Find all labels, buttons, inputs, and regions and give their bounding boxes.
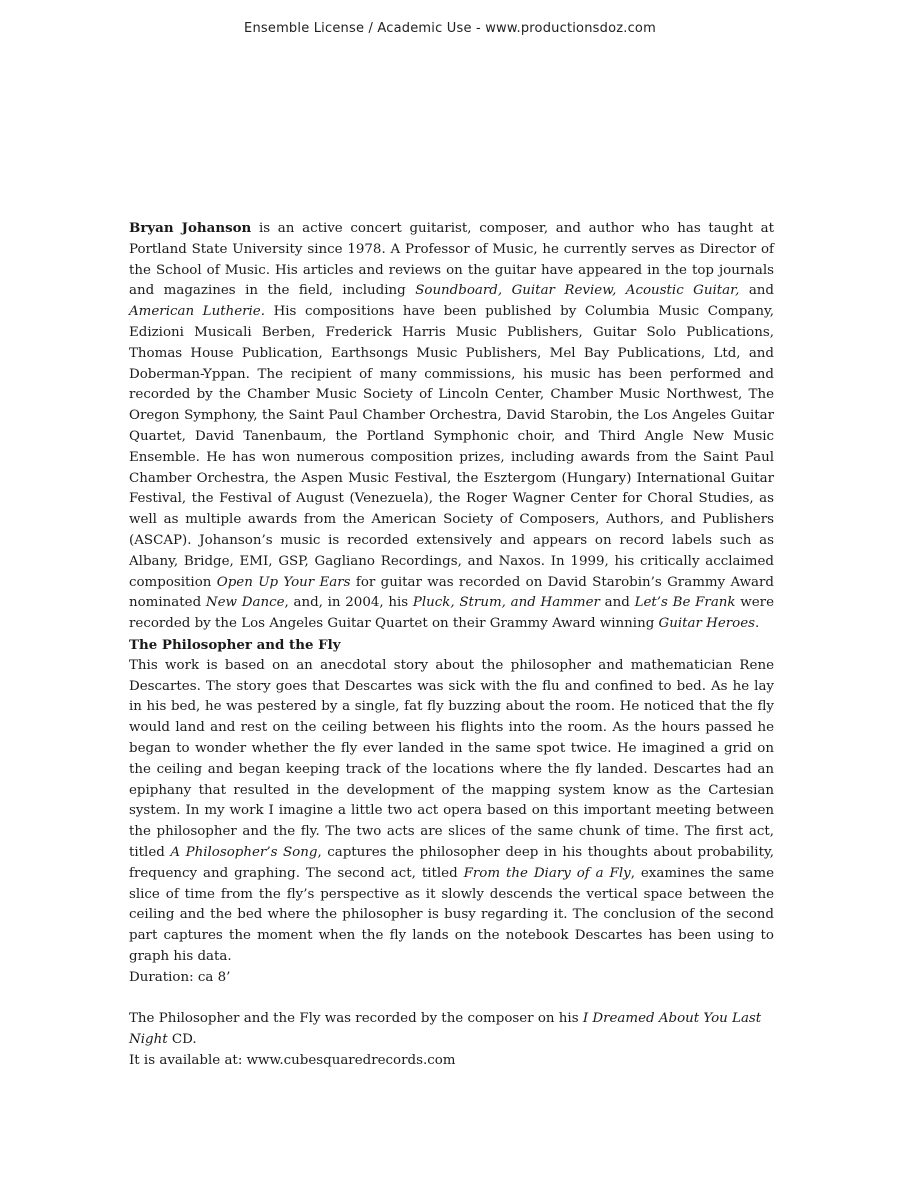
recording-note <box>129 1009 774 1071</box>
bio-text: . <box>755 616 760 632</box>
act-one-title: A Philosopher’s Song <box>170 844 318 860</box>
bio-text: His compositions have been published by Columbia Music Company, Edizioni Musicali Berben, Frederick Harris Music Publishers, Guitar Solo Publications, Thomas House Publication, Earthsongs Music Publishers, Mel Bay Publications, Ltd, and Doberman-Yppan. The recipient of many commissions, his music has been performed and recorded by the Chamber Music Society of Lincoln Center, Chamber Music Northwest, The Oregon Symphony, the Saint Paul Chamber Orchestra, David Starobin, the Los Angeles Guitar Quartet, David Tanenbaum, the Portland Symphonic choir, and Third Angle New Music Ensemble. He has won numerous composition prizes, including awards from the Saint Paul Chamber Orchestra, the Aspen Music Festival, the Esztergom (Hungary) International Guitar Festival, the Festival of August (Venezuela), the Roger Wagner Center for Choral Studies, as well as multiple awards from the American Society of Composers, Authors, and Publishers (ASCAP). Johanson’s music is recorded extensively and appears on record labels such as Albany, Bridge, EMI, GSP, Gagliano Recordings, and Naxos. In 1999, his critically acclaimed composition <box>129 304 775 590</box>
act-two-title: From the Diary of a Fly <box>463 865 631 881</box>
recording-text: The Philosopher and the Fly was recorded by the composer on his <box>129 1011 583 1027</box>
bio-journals: Soundboard, Guitar Review, Acoustic Guitar, <box>415 283 740 299</box>
bio-journal: American Lutherie. <box>129 304 265 320</box>
work-text: , examines the same slice of time from the fly’s perspective as it slowly descends the vertical space between the ceiling and the bed where the philosopher is busy regarding it. The conclusion of the second part captures the moment when the fly lands on the notebook Descartes has been using to graph his data. <box>129 865 774 964</box>
bio-album-title: Guitar Heroes <box>658 616 756 632</box>
bio-album-title: New Dance <box>205 595 285 611</box>
bio-work-title: Let’s Be Frank <box>634 595 736 611</box>
bio-text: for guitar was recorded on David Starobin’s Grammy Award nominated <box>129 574 774 611</box>
duration-note: Duration: ca 8’ <box>129 969 231 985</box>
bio-text: and <box>599 595 635 611</box>
work-title: The Philosopher and the Fly <box>129 636 341 653</box>
availability-line: It is available at: www.cubesquaredrecords.com <box>129 1052 456 1068</box>
work-description <box>129 656 774 968</box>
document-body <box>129 218 774 1072</box>
recording-text: CD. <box>167 1032 197 1048</box>
bio-text: were recorded by the Los Angeles Guitar Quartet on their Grammy Award winning <box>129 595 774 632</box>
composer-name: Bryan Johanson <box>129 220 252 236</box>
cd-title: I Dreamed About You Last Night <box>129 1011 762 1048</box>
bio-paragraph <box>129 218 774 635</box>
bio-text: and <box>739 283 774 299</box>
recording-line <box>129 1009 774 1051</box>
bio-work-title: Open Up Your Ears <box>216 574 351 590</box>
license-header: Ensemble License / Academic Use - www.productionsdoz.com <box>244 21 656 36</box>
bio-text: is an active concert guitarist, composer, and author who has taught at Portland State University since 1978. A Professor of Music, he currently serves as Director of the School of Music. His articles and reviews on the guitar have appeared in the top journals and magazines in the field, including <box>129 221 774 299</box>
work-text: This work is based on an anecdotal story about the philosopher and mathematician Rene Descartes. The story goes that Descartes was sick with the flu and confined to bed. As he lay in his bed, he was pestered by a single, fat fly buzzing about the room. He noticed that the fly would land and rest on the ceiling between his flights into the room. As the hours passed he began to wonder whether the fly ever landed in the same spot twice. He imagined a grid on the ceiling and began keeping track of the locations where the fly landed. Descartes had an epiphany that resulted in the development of the mapping system know as the Cartesian system. In my work I imagine a little two act opera based on this important meeting between the philosopher and the fly. The two acts are slices of the same chunk of time. The first act, titled <box>129 657 774 860</box>
bio-work-title: Pluck, Strum, and Hammer <box>412 595 600 611</box>
work-text: , captures the philosopher deep in his thoughts about probability, frequency and graphing. The second act, titled <box>129 844 774 881</box>
bio-text: , and, in 2004, his <box>284 595 413 611</box>
